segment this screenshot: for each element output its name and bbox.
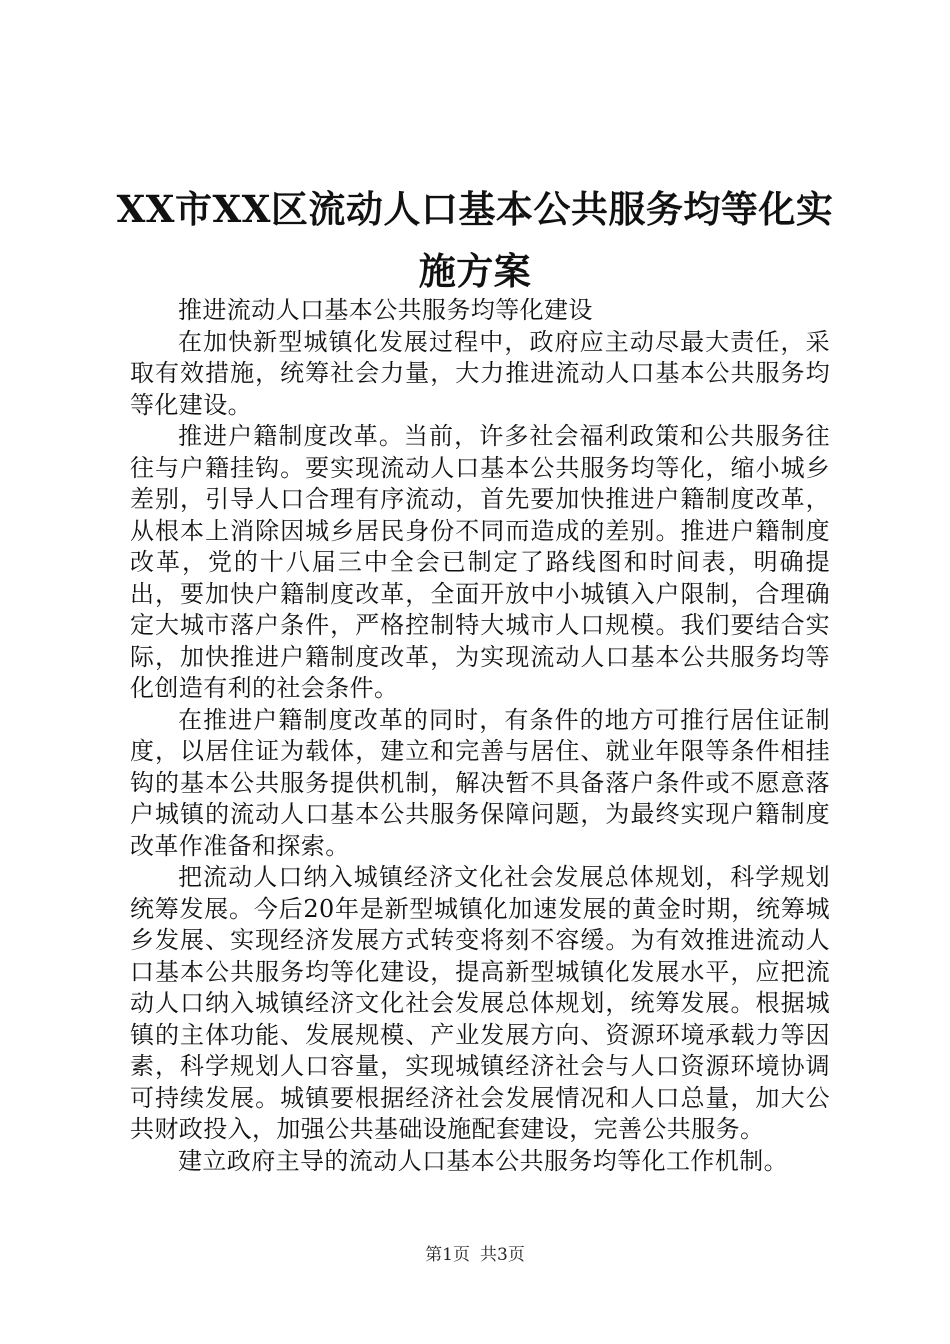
paragraph: 推进户籍制度改革。当前，许多社会福利政策和公共服务往往与户籍挂钩。要实现流动人口基本公共服务均等化，缩小城乡差别，引导人口合理有序流动，首先要加快推进户籍制度改革，从根本上消除因城乡居民身份不同而造成的差别。推进户籍制度改革，党的十八届三中全会已制定了路线图和时间表，明确提出，要加快户籍制度改革，全面开放中小城镇入户限制，合理确定大城市落户条件，严格控制特大城市人口规模。我们要结合实际，加快推进户籍制度改革，为实现流动人口基本公共服务均等化创造有利的社会条件。 (130, 422, 830, 702)
paragraph: 建立政府主导的流动人口基本公共服务均等化工作机制。 (178, 1146, 788, 1175)
page-number-current: 第1页 (425, 1245, 470, 1265)
paragraph: 把流动人口纳入城镇经济文化社会发展总体规划，科学规划统筹发展。今后20年是新型城镇化加速发展的黄金时期，统筹城乡发展、实现经济发展方式转变将刻不容缓。为有效推进流动人口基本公共服务均等化建设，提高新型城镇化发展水平，应把流动人口纳入城镇经济文化社会发展总体规划，统筹发展。根据城镇的主体功能、发展规模、产业发展方向、资源环境承载力等因素，科学规划人口容量，实现城镇经济社会与人口资源环境协调可持续发展。城镇要根据经济社会发展情况和人口总量，加大公共财政投入，加强公共基础设施配套建设，完善公共服务。 (130, 863, 830, 1143)
page-number-total: 共3页 (480, 1245, 525, 1265)
paragraph: 在推进户籍制度改革的同时，有条件的地方可推行居住证制度，以居住证为载体，建立和完善与居住、就业年限等条件相挂钩的基本公共服务提供机制，解决暂不具备落户条件或不愿意落户城镇的流动人口基本公共服务保障问题，为最终实现户籍制度改革作准备和探索。 (130, 705, 830, 860)
document-body (130, 295, 830, 1177)
document-title: XX市XX区流动人口基本公共服务均等化实施方案 (116, 187, 834, 293)
paragraph: 在加快新型城镇化发展过程中，政府应主动尽最大责任，采取有效措施，统筹社会力量，大力推进流动人口基本公共服务均等化建设。 (130, 327, 830, 419)
page-footer (0, 1244, 950, 1266)
paragraph: 推进流动人口基本公共服务均等化建设 (178, 296, 593, 324)
